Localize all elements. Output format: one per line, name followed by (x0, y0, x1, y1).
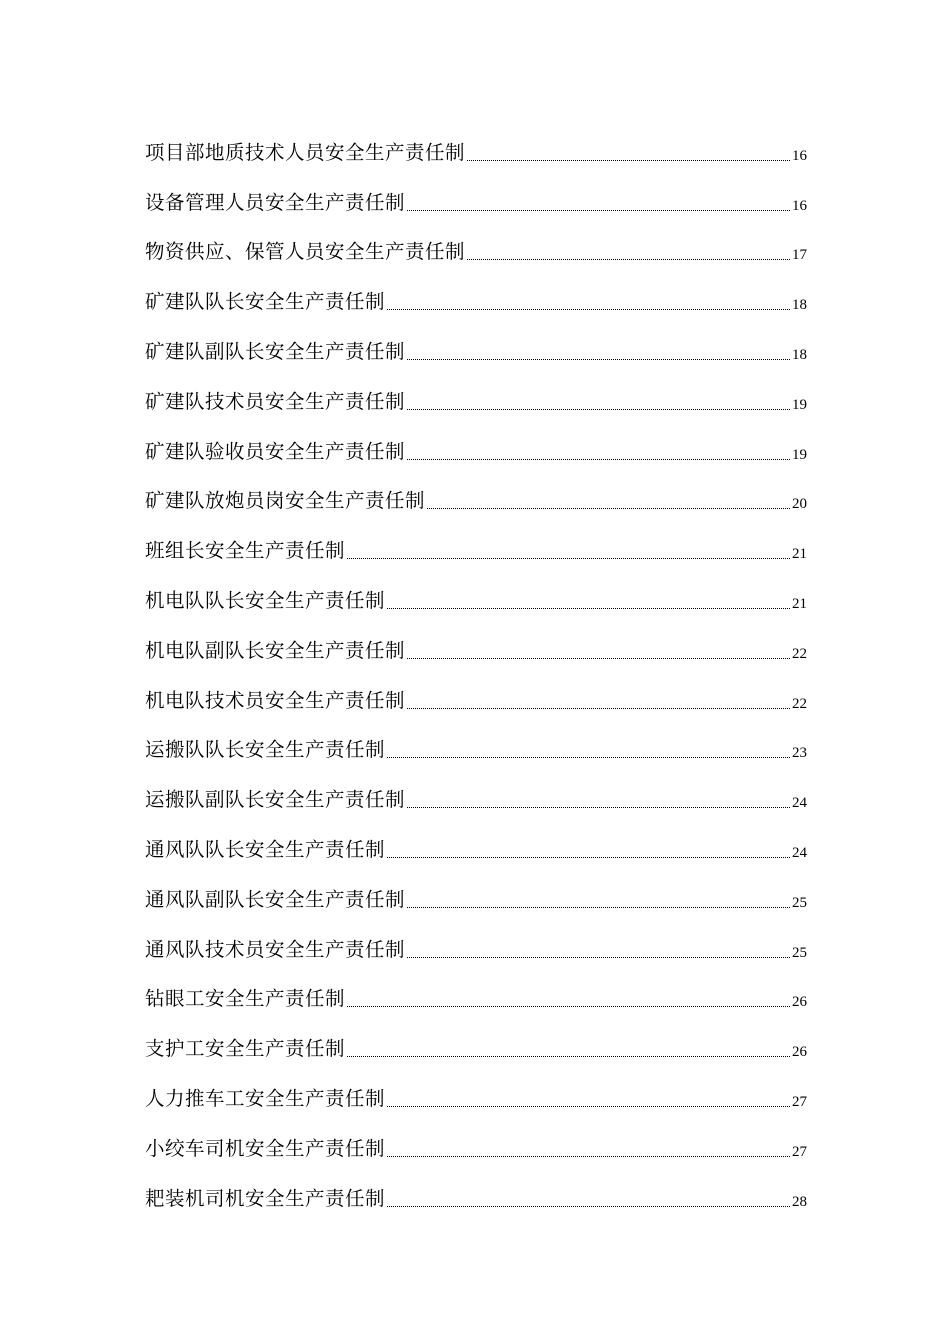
toc-entry-title: 通风队技术员安全生产责任制 (145, 937, 406, 961)
toc-entry[interactable] (145, 1023, 807, 1073)
toc-dot-leader (387, 1106, 790, 1107)
toc-dot-leader (407, 907, 790, 908)
toc-entry[interactable] (145, 127, 807, 177)
toc-dot-leader (387, 309, 790, 310)
toc-entry[interactable] (145, 1173, 807, 1223)
toc-entry[interactable] (145, 874, 807, 924)
toc-entry-page: 16 (792, 197, 807, 214)
toc-dot-leader (387, 857, 790, 858)
toc-entry-page: 23 (792, 745, 807, 762)
toc-entry-page: 24 (792, 795, 807, 812)
toc-dot-leader (347, 558, 790, 559)
toc-entry-title: 小绞车司机安全生产责任制 (145, 1136, 386, 1160)
toc-dot-leader (407, 957, 790, 958)
toc-dot-leader (467, 259, 790, 260)
toc-entry[interactable] (145, 575, 807, 625)
toc-dot-leader (387, 608, 790, 609)
table-of-contents (145, 127, 807, 1223)
toc-entry[interactable] (145, 426, 807, 476)
toc-dot-leader (407, 409, 790, 410)
toc-entry[interactable] (145, 177, 807, 227)
toc-entry[interactable] (145, 924, 807, 974)
toc-entry-page: 22 (792, 645, 807, 662)
toc-entry-title: 设备管理人员安全生产责任制 (145, 190, 406, 214)
toc-entry-page: 26 (792, 1044, 807, 1061)
toc-entry-page: 17 (792, 247, 807, 264)
toc-dot-leader (407, 807, 790, 808)
toc-entry[interactable] (145, 725, 807, 775)
toc-entry-title: 钻眼工安全生产责任制 (145, 987, 346, 1011)
toc-entry[interactable] (145, 675, 807, 725)
toc-entry[interactable] (145, 276, 807, 326)
toc-dot-leader (347, 1056, 790, 1057)
toc-entry-title: 支护工安全生产责任制 (145, 1037, 346, 1061)
toc-entry-title: 机电队队长安全生产责任制 (145, 588, 386, 612)
toc-entry[interactable] (145, 376, 807, 426)
toc-entry-page: 26 (792, 994, 807, 1011)
toc-entry[interactable] (145, 625, 807, 675)
toc-entry[interactable] (145, 1073, 807, 1123)
toc-entry-page: 25 (792, 944, 807, 961)
toc-entry-page: 19 (792, 446, 807, 463)
toc-entry[interactable] (145, 525, 807, 575)
toc-entry-page: 28 (792, 1193, 807, 1210)
toc-entry-title: 矿建队副队长安全生产责任制 (145, 339, 406, 363)
toc-entry-title: 机电队技术员安全生产责任制 (145, 688, 406, 712)
toc-dot-leader (407, 658, 790, 659)
toc-entry-page: 21 (792, 546, 807, 563)
toc-entry-page: 19 (792, 396, 807, 413)
toc-entry-title: 矿建队队长安全生产责任制 (145, 290, 386, 314)
toc-entry-title: 运搬队队长安全生产责任制 (145, 738, 386, 762)
toc-dot-leader (427, 508, 790, 509)
toc-entry-page: 16 (792, 147, 807, 164)
toc-entry-page: 24 (792, 844, 807, 861)
toc-entry-title: 项目部地质技术人员安全生产责任制 (145, 140, 466, 164)
toc-entry-page: 18 (792, 297, 807, 314)
toc-dot-leader (407, 459, 790, 460)
toc-entry-page: 25 (792, 894, 807, 911)
toc-entry-title: 班组长安全生产责任制 (145, 539, 346, 563)
toc-entry-title: 矿建队验收员安全生产责任制 (145, 439, 406, 463)
toc-dot-leader (347, 1006, 790, 1007)
toc-dot-leader (407, 708, 790, 709)
toc-entry[interactable] (145, 824, 807, 874)
toc-entry-title: 通风队队长安全生产责任制 (145, 837, 386, 861)
toc-entry-title: 矿建队技术员安全生产责任制 (145, 389, 406, 413)
toc-entry-title: 物资供应、保管人员安全生产责任制 (145, 240, 466, 264)
toc-entry[interactable] (145, 1123, 807, 1173)
toc-entry[interactable] (145, 476, 807, 526)
toc-entry-page: 22 (792, 695, 807, 712)
toc-entry-page: 20 (792, 496, 807, 513)
toc-entry[interactable] (145, 774, 807, 824)
toc-entry-title: 机电队副队长安全生产责任制 (145, 638, 406, 662)
toc-entry-title: 人力推车工安全生产责任制 (145, 1086, 386, 1110)
toc-dot-leader (387, 1206, 790, 1207)
toc-dot-leader (387, 757, 790, 758)
toc-entry-title: 通风队副队长安全生产责任制 (145, 887, 406, 911)
toc-dot-leader (467, 160, 790, 161)
toc-entry[interactable] (145, 227, 807, 277)
toc-dot-leader (407, 210, 790, 211)
toc-entry-title: 矿建队放炮员岗安全生产责任制 (145, 489, 426, 513)
toc-dot-leader (407, 359, 790, 360)
toc-dot-leader (387, 1156, 790, 1157)
toc-entry-title: 耙装机司机安全生产责任制 (145, 1186, 386, 1210)
toc-entry-page: 27 (792, 1143, 807, 1160)
toc-entry-title: 运搬队副队长安全生产责任制 (145, 788, 406, 812)
toc-entry-page: 18 (792, 346, 807, 363)
toc-entry-page: 27 (792, 1093, 807, 1110)
toc-entry[interactable] (145, 326, 807, 376)
toc-entry[interactable] (145, 974, 807, 1024)
toc-entry-page: 21 (792, 595, 807, 612)
